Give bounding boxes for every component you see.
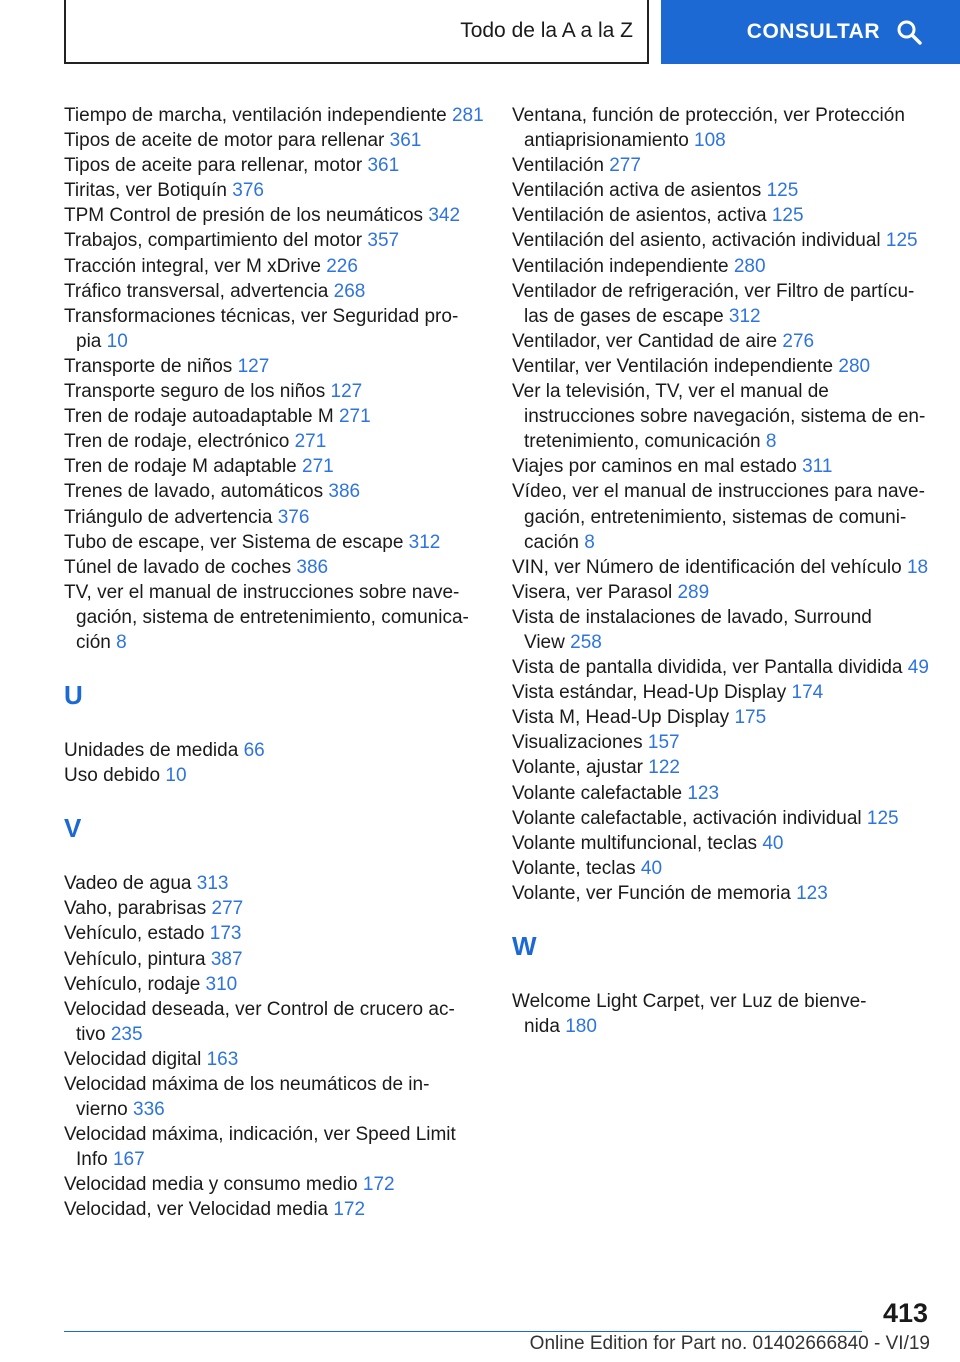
page-link[interactable]: 387 bbox=[210, 948, 243, 970]
index-entry bbox=[64, 128, 484, 153]
index-entry bbox=[64, 354, 484, 379]
page-link[interactable]: 313 bbox=[196, 873, 229, 895]
index-entry-text: Vehículo, rodaje bbox=[64, 973, 201, 995]
index-entry bbox=[64, 404, 484, 429]
index-entry bbox=[64, 921, 484, 946]
index-entry-text: Visera, ver Parasol bbox=[512, 581, 673, 603]
page-link[interactable]: 312 bbox=[728, 305, 761, 327]
index-entry-text: Uso debido bbox=[64, 765, 161, 787]
index-entry-text: Vista de instalaciones de lavado, Surround View bbox=[512, 606, 872, 653]
index-column-right bbox=[512, 103, 932, 1039]
index-entry bbox=[64, 228, 484, 253]
page-link[interactable]: 386 bbox=[328, 481, 361, 503]
index-entry bbox=[64, 153, 484, 178]
page-link[interactable]: 271 bbox=[338, 406, 371, 428]
index-entry-text: Ventilación independiente bbox=[512, 255, 729, 277]
index-entry-text: Velocidad máxima, indicación, ver Speed Limit Info bbox=[64, 1124, 456, 1171]
page-link[interactable]: 311 bbox=[802, 456, 833, 478]
page-link[interactable]: 277 bbox=[609, 155, 641, 177]
index-entry-text: Ventilación bbox=[512, 155, 604, 177]
index-entry-text: Welcome Light Carpet, ver Luz de bienvenida bbox=[512, 991, 867, 1038]
page-link[interactable]: 376 bbox=[277, 506, 310, 528]
index-entry bbox=[512, 730, 932, 755]
footer-divider bbox=[64, 1331, 862, 1332]
page-link[interactable]: 276 bbox=[782, 330, 815, 352]
index-entry bbox=[64, 1072, 484, 1122]
header-section-tab bbox=[64, 0, 649, 64]
index-letter-heading: U bbox=[64, 680, 83, 711]
index-entry-text: Vista de pantalla dividida, ver Pantalla dividida bbox=[512, 657, 903, 679]
consult-button[interactable] bbox=[661, 0, 960, 64]
index-entry-text: Tiritas, ver Botiquín bbox=[64, 180, 227, 202]
index-entry-text: Visualizaciones bbox=[512, 732, 643, 754]
index-entry-text: Transformaciones técnicas, ver Seguridad propia bbox=[64, 305, 459, 352]
index-entry bbox=[512, 806, 932, 831]
page-link[interactable]: 175 bbox=[734, 707, 767, 729]
index-entry-text: Ventilación activa de asientos bbox=[512, 180, 762, 202]
index-entry-text: TV, ver el manual de instrucciones sobre navegación, sistema de entretenimiento, comunicación bbox=[64, 581, 469, 653]
index-entry bbox=[512, 454, 932, 479]
index-entry bbox=[64, 429, 484, 454]
index-entry-text: Volante, ajustar bbox=[512, 757, 643, 779]
index-entry-text: Velocidad media y consumo medio bbox=[64, 1174, 358, 1196]
index-entry-text: Ver la televisión, TV, ver el manual de instrucciones sobre navegación, sistema de entretenimiento, comunicación bbox=[512, 381, 926, 453]
page-link[interactable]: 268 bbox=[333, 280, 366, 302]
index-entry-text: Volante, teclas bbox=[512, 857, 636, 879]
index-entry bbox=[64, 254, 484, 279]
index-entry bbox=[64, 1197, 484, 1222]
index-entry bbox=[512, 831, 932, 856]
index-entry bbox=[64, 555, 484, 580]
index-entry bbox=[512, 379, 932, 454]
page-link[interactable]: 8 bbox=[116, 631, 127, 653]
index-entry bbox=[64, 1172, 484, 1197]
index-entry-text: VIN, ver Número de identificación del vehículo bbox=[512, 556, 902, 578]
page-link[interactable]: 357 bbox=[367, 230, 400, 252]
page-link[interactable]: 49 bbox=[907, 657, 929, 679]
page-number: 413 bbox=[882, 1298, 928, 1328]
index-entry-text: Unidades de medida bbox=[64, 740, 239, 762]
page-link[interactable]: 361 bbox=[367, 155, 400, 177]
index-entry-text: Vadeo de agua bbox=[64, 873, 192, 895]
page-link[interactable]: 172 bbox=[362, 1174, 395, 1196]
index-entry-text: Vehículo, pintura bbox=[64, 948, 206, 970]
page-link[interactable]: 8 bbox=[584, 531, 595, 553]
page-link[interactable]: 271 bbox=[302, 456, 334, 478]
index-entry-text: Ventilación del asiento, activación individual bbox=[512, 230, 881, 252]
index-entry bbox=[64, 871, 484, 896]
index-entry-text: Viajes por caminos en mal estado bbox=[512, 456, 797, 478]
index-entry bbox=[512, 680, 932, 705]
index-entry bbox=[64, 103, 484, 128]
page-link[interactable]: 163 bbox=[206, 1048, 239, 1070]
index-entry bbox=[64, 738, 484, 763]
index-entry bbox=[64, 178, 484, 203]
index-entry bbox=[64, 580, 484, 655]
page-link[interactable]: 312 bbox=[408, 531, 441, 553]
page-link[interactable]: 66 bbox=[243, 740, 265, 762]
index-entry bbox=[512, 605, 932, 655]
index-entry-text: Volante, ver Función de memoria bbox=[512, 882, 791, 904]
page-link[interactable]: 125 bbox=[771, 205, 804, 227]
index-entry-text: Triángulo de advertencia bbox=[64, 506, 273, 528]
index-entry bbox=[64, 203, 484, 228]
index-entry-text: Vaho, parabrisas bbox=[64, 898, 207, 920]
index-entry bbox=[512, 705, 932, 730]
index-entry bbox=[64, 997, 484, 1047]
index-entry bbox=[64, 1122, 484, 1172]
index-entry-text: Ventana, función de protección, ver Protección antiaprisionamiento bbox=[512, 105, 905, 152]
index-entry bbox=[512, 580, 932, 605]
index-entry-text: Tren de rodaje M adaptable bbox=[64, 456, 297, 478]
page-link[interactable]: 127 bbox=[330, 381, 363, 403]
page-link[interactable]: 172 bbox=[333, 1199, 366, 1221]
index-column-left bbox=[64, 103, 484, 1223]
index-entry bbox=[64, 947, 484, 972]
index-entry bbox=[64, 379, 484, 404]
index-entry-text: Transporte seguro de los niños bbox=[64, 381, 326, 403]
index-entry-text: Tracción integral, ver M xDrive bbox=[64, 255, 321, 277]
page-link[interactable]: 167 bbox=[112, 1149, 145, 1171]
page-link[interactable]: 18 bbox=[906, 556, 929, 578]
index-entry bbox=[512, 755, 932, 780]
index-entry bbox=[512, 279, 932, 329]
page-link[interactable]: 280 bbox=[838, 355, 871, 377]
index-entry bbox=[64, 454, 484, 479]
page-link[interactable]: 289 bbox=[677, 581, 710, 603]
index-entry-text: Tren de rodaje autoadaptable M bbox=[64, 406, 334, 428]
index-entry bbox=[512, 881, 932, 906]
index-entry bbox=[512, 555, 932, 580]
index-entry-text: Trenes de lavado, automáticos bbox=[64, 481, 324, 503]
index-entry bbox=[512, 329, 932, 354]
index-entry-text: Vista M, Head-Up Display bbox=[512, 707, 730, 729]
index-entry bbox=[512, 203, 932, 228]
index-entry bbox=[512, 228, 932, 253]
index-entry-text: Vehículo, estado bbox=[64, 923, 205, 945]
index-entry bbox=[512, 655, 932, 680]
index-entry bbox=[64, 505, 484, 530]
page-link[interactable]: 271 bbox=[294, 431, 327, 453]
index-entry bbox=[64, 1047, 484, 1072]
index-entry-text: Velocidad máxima de los neumáticos de invierno bbox=[64, 1074, 430, 1121]
page-link[interactable]: 127 bbox=[237, 355, 270, 377]
index-entry-text: Velocidad digital bbox=[64, 1048, 202, 1070]
index-entry bbox=[512, 178, 932, 203]
page-link[interactable]: 342 bbox=[428, 205, 461, 227]
page-link[interactable]: 281 bbox=[451, 105, 484, 126]
index-entry bbox=[512, 781, 932, 806]
page-link[interactable]: 123 bbox=[687, 782, 720, 804]
index-entry bbox=[64, 896, 484, 921]
index-letter-heading: W bbox=[512, 931, 537, 961]
page-link[interactable]: 8 bbox=[765, 431, 777, 453]
page-link[interactable]: 180 bbox=[565, 1016, 597, 1038]
page-link[interactable]: 157 bbox=[647, 732, 680, 754]
index-entry bbox=[512, 103, 932, 153]
index-entry bbox=[64, 530, 484, 555]
index-entry-text: Ventilador, ver Cantidad de aire bbox=[512, 330, 778, 352]
index-entry bbox=[64, 763, 484, 788]
page-link[interactable]: 125 bbox=[885, 230, 918, 252]
page-link[interactable]: 123 bbox=[796, 882, 828, 904]
index-entry bbox=[64, 972, 484, 997]
page-link[interactable]: 235 bbox=[110, 1023, 143, 1045]
index-entry-text: Volante calefactable bbox=[512, 782, 683, 804]
index-entry-text: Tipos de aceite para rellenar, motor bbox=[64, 155, 363, 177]
index-entry-text: Transporte de niños bbox=[64, 355, 233, 377]
index-entry bbox=[64, 479, 484, 504]
index-entry bbox=[512, 254, 932, 279]
page-link[interactable]: 40 bbox=[762, 832, 784, 854]
index-entry-text: Tráfico transversal, advertencia bbox=[64, 280, 329, 302]
page-link[interactable]: 336 bbox=[133, 1099, 165, 1121]
index-entry-text: Túnel de lavado de coches bbox=[64, 556, 292, 578]
index-entry bbox=[512, 153, 932, 178]
index-entry-text: Ventilador de refrigeración, ver Filtro de partículas de gases de escape bbox=[512, 280, 915, 327]
index-entry bbox=[512, 354, 932, 379]
page-link[interactable]: 361 bbox=[389, 130, 422, 152]
index-entry-text: TPM Control de presión de los neumáticos bbox=[64, 205, 424, 227]
page-link[interactable]: 258 bbox=[570, 631, 602, 653]
page-link[interactable]: 125 bbox=[866, 807, 899, 829]
index-entry-text: Volante calefactable, activación individual bbox=[512, 807, 862, 829]
index-entry bbox=[512, 989, 932, 1039]
page-link[interactable]: 10 bbox=[106, 330, 128, 352]
page-link[interactable]: 226 bbox=[326, 255, 358, 277]
header-section-title: Todo de la A a la Z bbox=[460, 19, 633, 42]
index-entry bbox=[512, 479, 932, 554]
index-entry-text: Tren de rodaje, electrónico bbox=[64, 431, 290, 453]
page-link[interactable]: 277 bbox=[211, 898, 244, 920]
page-link[interactable]: 376 bbox=[232, 180, 264, 202]
index-entry-text: Vista estándar, Head-Up Display bbox=[512, 682, 787, 704]
index-entry-text: Tiempo de marcha, ventilación independiente bbox=[64, 105, 447, 126]
page-link[interactable]: 10 bbox=[165, 765, 187, 787]
page-link[interactable]: 310 bbox=[205, 973, 238, 995]
page-link[interactable]: 386 bbox=[296, 556, 329, 578]
index-entry-text: Vídeo, ver el manual de instrucciones para navegación, entretenimiento, sistemas de comunicación bbox=[512, 481, 925, 553]
consult-label: CONSULTAR bbox=[746, 20, 880, 43]
index-entry bbox=[64, 304, 484, 354]
index-letter-heading: V bbox=[64, 813, 82, 844]
index-entry-text: Volante multifuncional, teclas bbox=[512, 832, 758, 854]
index-entry bbox=[64, 279, 484, 304]
page-link[interactable]: 280 bbox=[733, 255, 766, 277]
index-entry-text: Ventilar, ver Ventilación independiente bbox=[512, 355, 834, 377]
page-link[interactable]: 173 bbox=[209, 923, 242, 945]
page-link[interactable]: 40 bbox=[640, 857, 663, 879]
index-entry-text: Ventilación de asientos, activa bbox=[512, 205, 767, 227]
index-entry-text: Velocidad deseada, ver Control de crucero activo bbox=[64, 998, 455, 1045]
index-entry-text: Tubo de escape, ver Sistema de escape bbox=[64, 531, 404, 553]
footer-edition: Online Edition for Part no. 01402666840 - VI/19 bbox=[529, 1333, 930, 1354]
index-entry bbox=[512, 856, 932, 881]
page-link[interactable]: 174 bbox=[791, 682, 824, 704]
page-link[interactable]: 125 bbox=[766, 180, 799, 202]
search-icon bbox=[896, 19, 922, 45]
index-entry-text: Tipos de aceite de motor para rellenar bbox=[64, 130, 385, 152]
page-link[interactable]: 108 bbox=[694, 130, 726, 152]
index-entry-text: Velocidad, ver Velocidad media bbox=[64, 1199, 329, 1221]
index-entry-text: Trabajos, compartimiento del motor bbox=[64, 230, 363, 252]
page-link[interactable]: 122 bbox=[648, 757, 680, 779]
